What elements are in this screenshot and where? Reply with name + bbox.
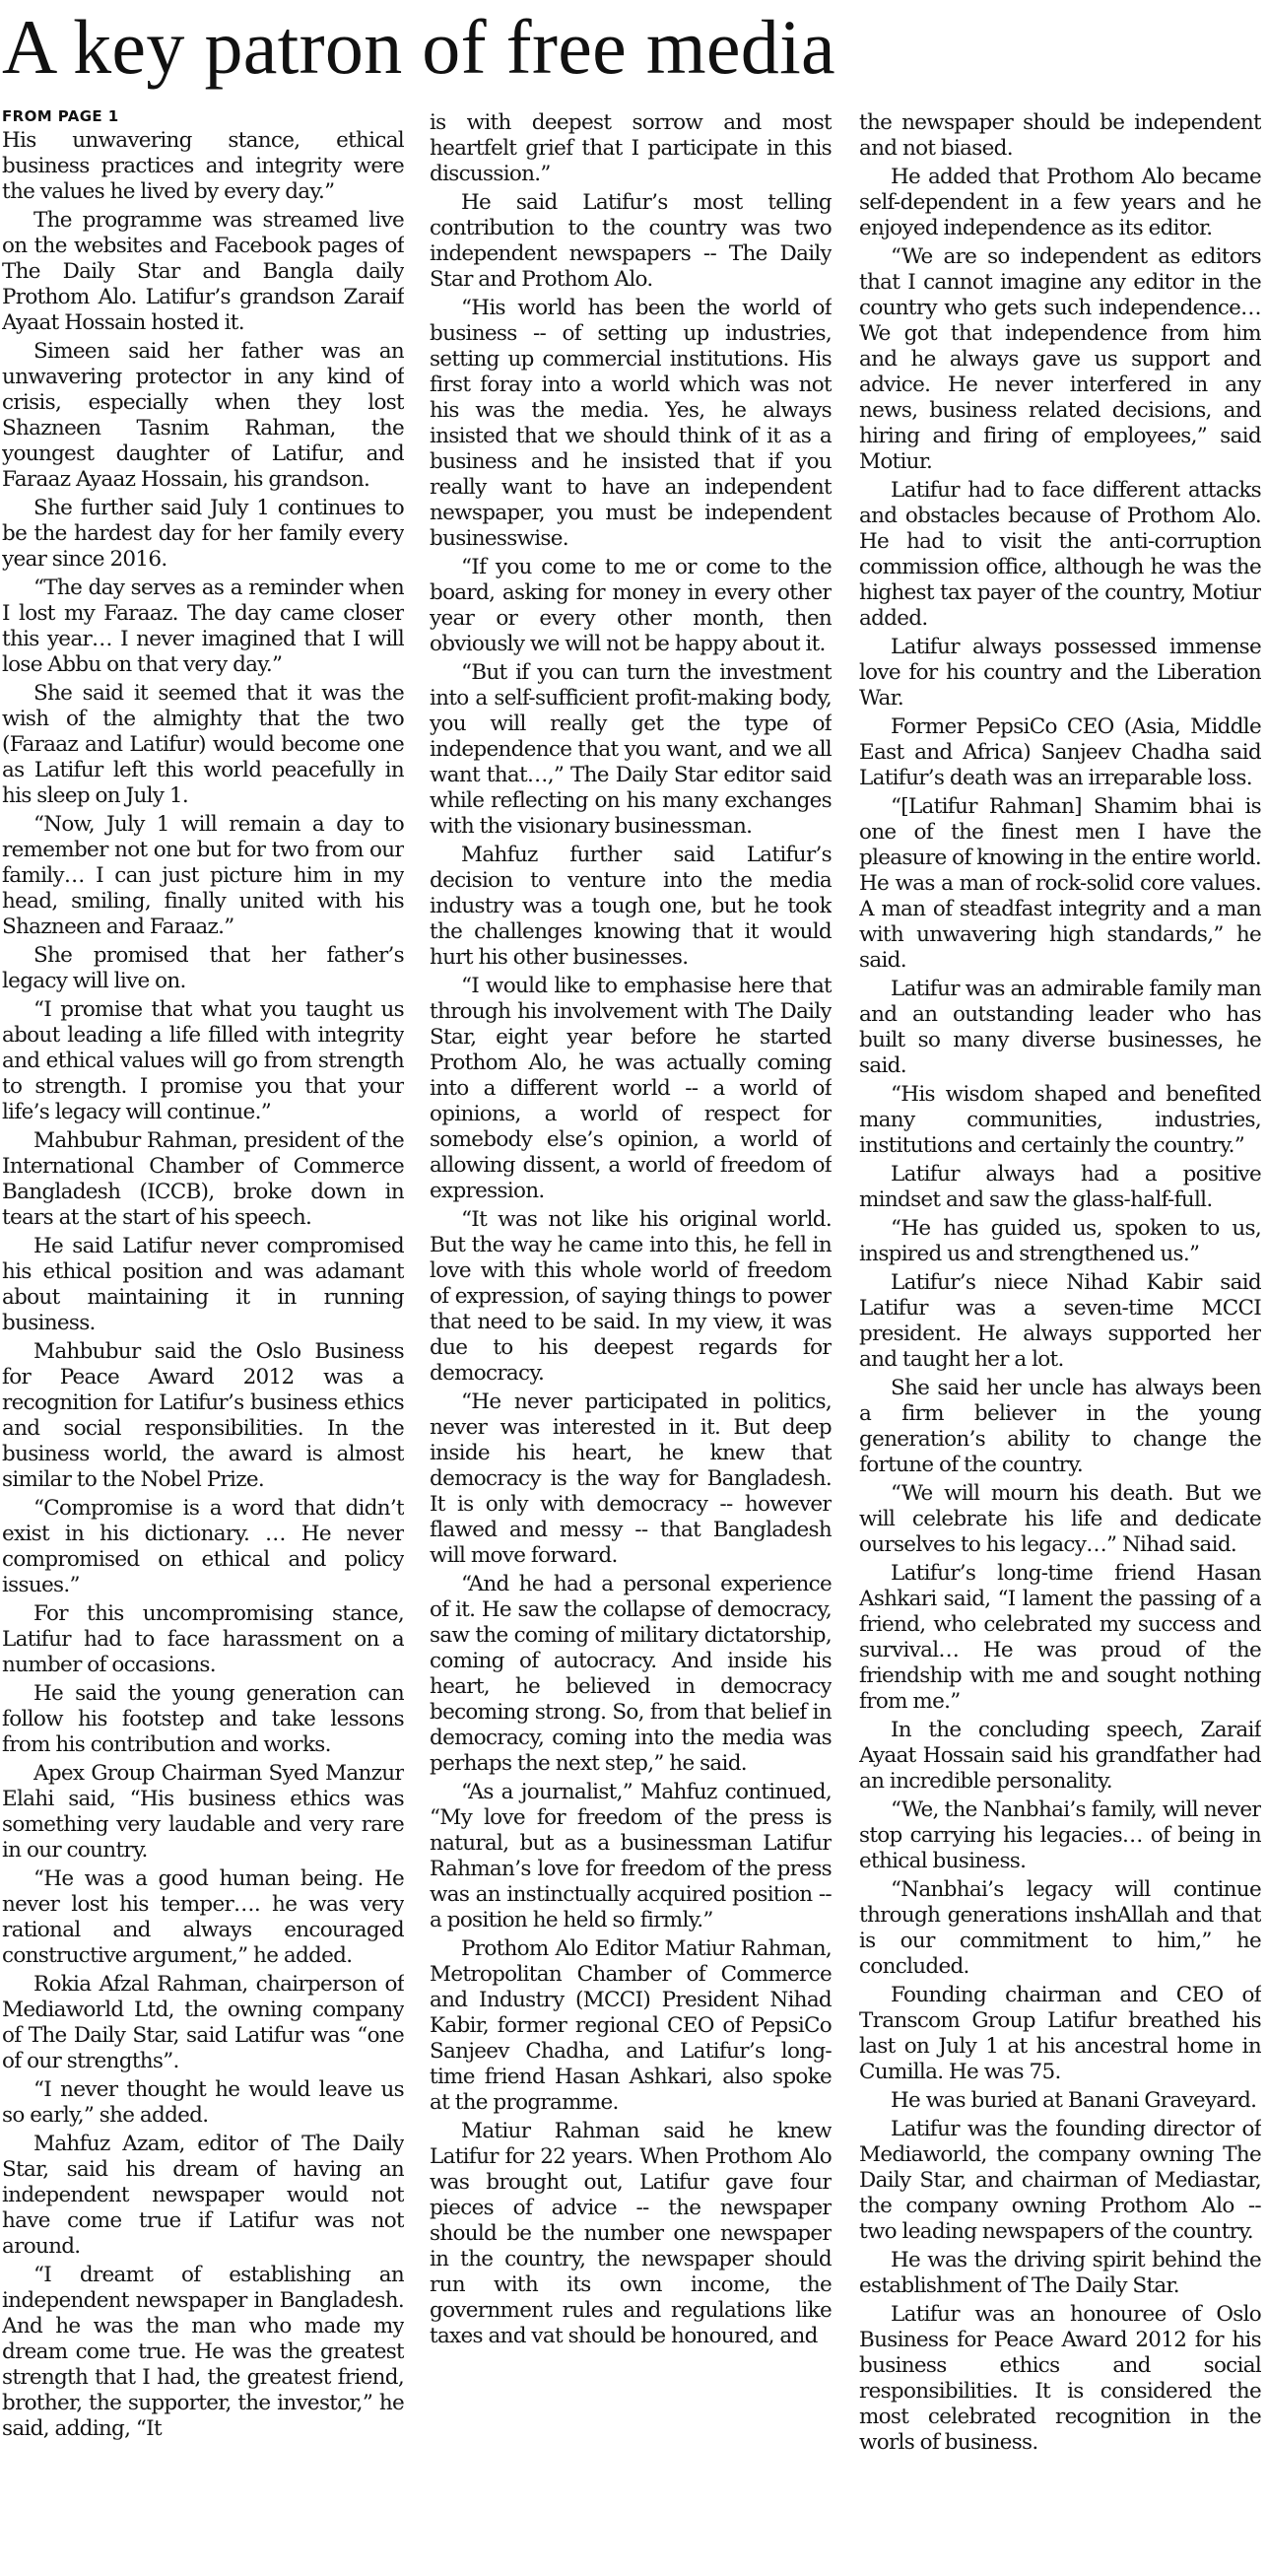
article-paragraph: She further said July 1 continues to be the hardest day for her family every year since 2016. [2,496,404,572]
continuation-kicker: FROM PAGE 1 [2,107,119,125]
article-paragraph: Prothom Alo Editor Matiur Rahman, Metropolitan Chamber of Commerce and Industry (MCCI) President Nihad Kabir, former regional CEO of PepsiCo Sanjeev Chadha, and Latifur’s long-time friend Hasan Ashkari, also spoke at the programme. [430,1936,832,2115]
article-paragraph: the newspaper should be independent and not biased. [859,110,1261,161]
article-paragraph: For this uncompromising stance, Latifur had to face harassment on a number of occasions. [2,1601,404,1677]
article-paragraph: Latifur always had a positive mindset and saw the glass-half-full. [859,1162,1261,1212]
article-paragraph: He said Latifur’s most telling contribution to the country was two independent newspapers -- The Daily Star and Prothom Alo. [430,190,832,292]
article-paragraph: Mahfuz further said Latifur’s decision to venture into the media industry was a tough one, but he took the challenges knowing that it would hurt his other businesses. [430,843,832,970]
article-paragraph: He said Latifur never compromised his ethical position and was adamant about maintaining it in running business. [2,1234,404,1335]
article-paragraph: “We will mourn his death. But we will celebrate his life and dedicate ourselves to his legacy…” Nihad said. [859,1481,1261,1557]
article-paragraph: “And he had a personal experience of it. He saw the collapse of democracy, saw the coming of military dictatorship, coming of autocracy. And inside his heart, he believed in democracy becoming strong. So, from that belief in democracy, coming into the media was perhaps the next step,” he said. [430,1572,832,1776]
article-paragraph: He added that Prothom Alo became self-dependent in a few years and he enjoyed independence as its editor. [859,165,1261,240]
article-paragraph: Latifur had to face different attacks and obstacles because of Prothom Alo. He had to visit the anti-corruption commission office, although he was the highest tax payer of the country, Motiur added. [859,478,1261,631]
article-paragraph: Matiur Rahman said he knew Latifur for 22 years. When Prothom Alo was brought out, Latifur gave four pieces of advice -- the newspaper should be the number one newspaper in the country, the newspaper should run with its own income, the government rules and regulations like taxes and vat should be honoured, and [430,2119,832,2348]
article-paragraph: Latifur was an honouree of Oslo Business for Peace Award 2012 for his business ethics and social responsibilities. It is considered the most celebrated recognition in the worls of business. [859,2302,1261,2455]
article-paragraph: Latifur’s niece Nihad Kabir said Latifur was a seven-time MCCI president. He always supported her and taught her a lot. [859,1270,1261,1372]
article-paragraph: She said her uncle has always been a firm believer in the young generation’s ability to change the fortune of the country. [859,1376,1261,1477]
article-paragraph: “Now, July 1 will remain a day to remember not one but for two from our family… I can just picture him in my head, smiling, finally united with his Shazneen and Faraaz.” [2,812,404,939]
article-paragraph: “I promise that what you taught us about leading a life filled with integrity and ethical values will go from strength to strength. I promise you that your life’s legacy will continue.” [2,997,404,1124]
article-paragraph: “If you come to me or come to the board, asking for money in every other year or every other month, then obviously we will not be happy about it. [430,555,832,656]
article-paragraph: “His wisdom shaped and benefited many communities, industries, institutions and certainly the country.” [859,1082,1261,1158]
article-paragraph: “As a journalist,” Mahfuz continued, “My love for freedom of the press is natural, but as a businessman Latifur Rahman’s love for freedom of the press was an instinctually acquired position -- a position he held so firmly.” [430,1780,832,1932]
article-paragraph: Former PepsiCo CEO (Asia, Middle East and Africa) Sanjeev Chadha said Latifur’s death was an irreparable loss. [859,714,1261,790]
article-paragraph: Latifur was an admirable family man and an outstanding leader who has built so many diverse businesses, he said. [859,977,1261,1078]
article-paragraph: In the concluding speech, Zaraif Ayaat Hossain said his grandfather had an incredible personality. [859,1718,1261,1794]
article-paragraph: “I never thought he would leave us so early,” she added. [2,2077,404,2128]
article-paragraph: “The day serves as a reminder when I lost my Faraaz. The day came closer this year… I never imagined that I will lose Abbu on that very day.” [2,576,404,677]
article-paragraph: “[Latifur Rahman] Shamim bhai is one of the finest men I have the pleasure of knowing in the entire world. He was a man of rock-solid core values. A man of steadfast integrity and a man with unwavering high standards,” he said. [859,794,1261,973]
article-paragraph: “I would like to emphasise here that through his involvement with The Daily Star, eight year before he started Prothom Alo, he was actually coming into a different world -- a world of opinions, a world of respect for somebody else’s opinion, a world of allowing dissent, a world of freedom of expression. [430,974,832,1203]
article-paragraph: “He never participated in politics, never was interested in it. But deep inside his heart, he knew that democracy is the way for Bangladesh. It is only with democracy -- however flawed and messy -- that Bangladesh will move forward. [430,1390,832,1568]
article-paragraph: “But if you can turn the investment into a self-sufficient profit-making body, you will really get the type of independence that you want, and we all want that…,” The Daily Star editor said while reflecting on his many exchanges with the visionary businessman. [430,660,832,839]
article-paragraph: “He has guided us, spoken to us, inspired us and strengthened us.” [859,1216,1261,1266]
article-paragraph: Mahbubur said the Oslo Business for Peace Award 2012 was a recognition for Latifur’s business ethics and social responsibilities. In the business world, the award is almost similar to the Nobel Prize. [2,1339,404,1492]
article-paragraph: “It was not like his original world. But the way he came into this, he fell in love with this whole world of freedom of expression, of saying things to power that need to be said. In my view, it was due to his deepest regards for democracy. [430,1207,832,1386]
article-paragraph: Mahfuz Azam, editor of The Daily Star, said his dream of having an independent newspaper would not have come true if Latifur was not around. [2,2132,404,2259]
article-paragraph: Latifur was the founding director of Mediaworld, the company owning The Daily Star, and chairman of Mediastar, the company owning Prothom Alo -- two leading newspapers of the country. [859,2117,1261,2244]
article-paragraph: Latifur’s long-time friend Hasan Ashkari said, “I lament the passing of a friend, who celebrated my success and survival… He was proud of the friendship with me and sought nothing from me.” [859,1561,1261,1714]
article-paragraph: Simeen said her father was an unwavering protector in any kind of crisis, especially when they lost Shazneen Tasnim Rahman, the youngest daughter of Latifur, and Faraaz Ayaaz Hossain, his grandson. [2,339,404,492]
article-paragraph: “His world has been the world of business -- of setting up industries, setting up commercial institutions. His first foray into a world which was not his was the media. Yes, he always insisted that we should think of it as a business and he insisted that if you really want to have an independent newspaper, you must be independent businesswise. [430,296,832,551]
article-paragraph: The programme was streamed live on the websites and Facebook pages of The Daily Star and Bangla daily Prothom Alo. Latifur’s grandson Zaraif Ayaat Hossain hosted it. [2,208,404,335]
article-paragraph: Apex Group Chairman Syed Manzur Elahi said, “His business ethics was something very laudable and very rare in our country. [2,1761,404,1863]
article-column-1 [2,106,404,2570]
article-paragraph: Rokia Afzal Rahman, chairperson of Mediaworld Ltd, the owning company of The Daily Star, said Latifur was “one of our strengths”. [2,1972,404,2073]
article-paragraph: Founding chairman and CEO of Transcom Group Latifur breathed his last on July 1 at his ancestral home in Cumilla. He was 75. [859,1983,1261,2084]
article-column-2 [430,110,832,2574]
article-paragraph: “Nanbhai’s legacy will continue through generations inshAllah and that is our commitment to him,” he concluded. [859,1877,1261,1979]
article-column-3 [859,110,1261,2574]
article-paragraph: His unwavering stance, ethical business practices and integrity were the values he lived by every day.” [2,128,404,204]
article-paragraph: “We are so independent as editors that I cannot imagine any editor in the country who gets such independence… We got that independence from him and he always gave us support and advice. He never interfered in any news, business related decisions, and hiring and firing of employees,” said Motiur. [859,244,1261,474]
article-paragraph: “We, the Nanbhai’s family, will never stop carrying his legacies… of being in ethical business. [859,1797,1261,1873]
article-paragraph: He said the young generation can follow his footstep and take lessons from his contribution and works. [2,1681,404,1757]
article-paragraph: is with deepest sorrow and most heartfelt grief that I participate in this discussion.” [430,110,832,186]
article-paragraph: Latifur always possessed immense love for his country and the Liberation War. [859,635,1261,711]
article-paragraph: Mahbubur Rahman, president of the International Chamber of Commerce Bangladesh (ICCB), broke down in tears at the start of his speech. [2,1128,404,1230]
article-paragraph: He was the driving spirit behind the establishment of The Daily Star. [859,2248,1261,2298]
article-paragraph: She promised that her father’s legacy will live on. [2,943,404,993]
headline: A key patron of free media [2,4,835,90]
article-paragraph: “I dreamt of establishing an independent newspaper in Bangladesh. And he was the man who made my dream come true. He was the greatest strength that I had, the greatest friend, brother, the supporter, the investor,” he said, adding, “It [2,2263,404,2441]
article-paragraph: She said it seemed that it was the wish of the almighty that the two (Faraaz and Latifur) would become one as Latifur left this world peacefully in his sleep on July 1. [2,681,404,808]
article-paragraph: “Compromise is a word that didn’t exist in his dictionary. … He never compromised on ethical and policy issues.” [2,1496,404,1597]
article-paragraph: “He was a good human being. He never lost his temper…. he was very rational and always encouraged constructive argument,” he added. [2,1866,404,1968]
article-paragraph: He was buried at Banani Graveyard. [891,2088,1257,2113]
